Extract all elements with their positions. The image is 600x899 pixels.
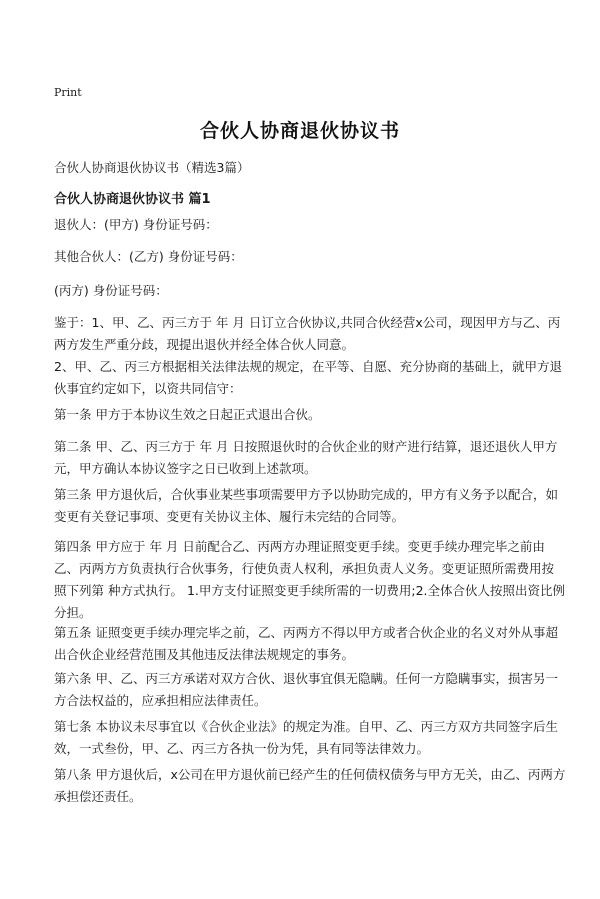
document-subtitle: 合伙人协商退伙协议书（精选3篇） [54, 160, 250, 175]
article-5: 第五条 证照变更手续办理完毕之前，乙、丙两方不得以甲方或者合伙企业的名义对外从事超出合伙企业经营范围及其他违反法律法规规定的事务。 [54, 625, 558, 662]
article-6: 第六条 甲、乙、丙三方承诺对双方合伙、退伙事宜俱无隐瞒。任何一方隐瞒事实，损害另一方合法权益的，应承担相应法律责任。 [54, 671, 558, 708]
article-1: 第一条 甲方于本协议生效之日起正式退出合伙。 [54, 407, 321, 422]
article-2: 第二条 甲、乙、丙三方于 年 月 日按照退伙时的合伙企业的财产进行结算，退还退伙人甲方 元，甲方确认本协议签字之日已收到上述款项。 [54, 439, 558, 476]
article-4: 第四条 甲方应于 年 月 日前配合乙、丙两方办理证照变更手续。变更手续办理完毕之前由乙、丙两方方负责执行合伙事务，行使负责人权利，承担负责人义务。变更证照所需费用按照下列第 种方式执行。 1.甲方支付证照变更手续所需的一切费用;2.全体合伙人按照出资比例分担。 [54, 539, 566, 620]
paragraph-withdrawing-partner: 退伙人：(甲方) 身份证号码： [54, 217, 218, 232]
article-3: 第三条 甲方退伙后，合伙事业某些事项需要甲方予以协助完成的，甲方有义务予以配合，如变更有关登记事项、变更有关协议主体、履行未完结的合同等。 [54, 487, 558, 524]
article-7: 第七条 本协议未尽事宜以《合伙企业法》的规定为准。自甲、乙、丙三方双方共同签字后生效，一式叁份，甲、乙、丙三方各执一份为凭，具有同等法律效力。 [54, 719, 558, 756]
article-8: 第八条 甲方退伙后，x公司在甲方退伙前已经产生的任何债权债务与甲方无关，由乙、丙两方承担偿还责任。 [54, 767, 566, 804]
paragraph-whereas-2: 2、甲、乙、丙三方根据相关法律法规的规定，在平等、自愿、充分协商的基础上，就甲方退伙事宜约定如下，以资共同信守： [54, 359, 562, 396]
section-heading: 合伙人协商退伙协议书 篇1 [54, 192, 211, 207]
print-link[interactable]: Print [54, 86, 82, 99]
document-title: 合伙人协商退伙协议书 [199, 120, 400, 142]
paragraph-other-partner: 其他合伙人：(乙方) 身份证号码： [54, 249, 243, 264]
paragraph-party-c: (丙方) 身份证号码： [54, 283, 168, 298]
paragraph-whereas-1: 鉴于：1、甲、乙、丙三方于 年 月 日订立合伙协议,共同合伙经营x公司，现因甲方与乙、丙两方发生严重分歧，现提出退伙并经全体合伙人同意。 [54, 315, 561, 352]
